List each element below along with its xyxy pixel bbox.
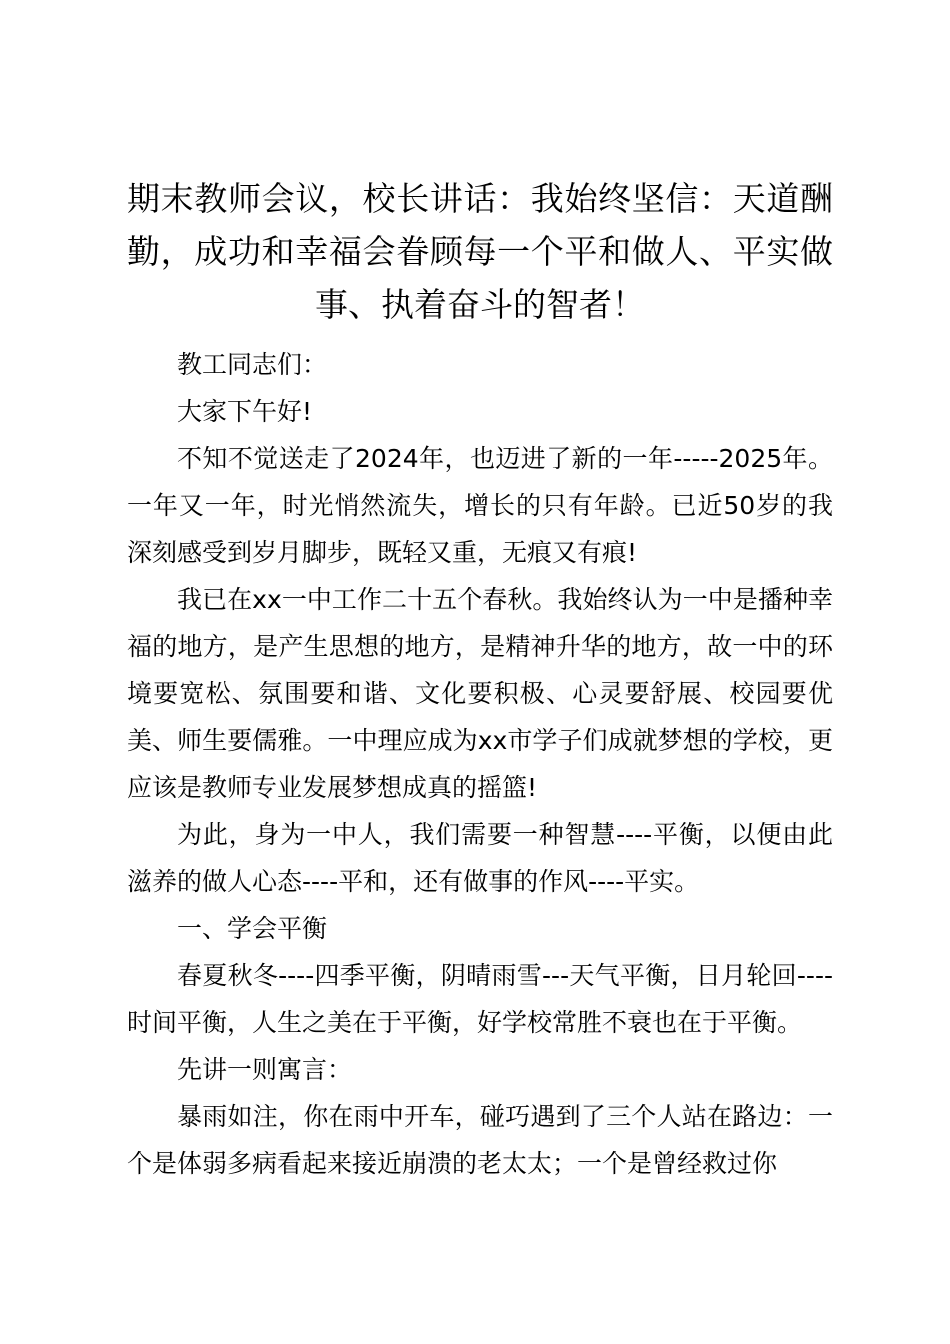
paragraph: 春夏秋冬----四季平衡，阴晴雨雪---天气平衡，日月轮回----时间平衡，人生之美在于平衡，好学校常胜不衰也在于平衡。 bbox=[127, 961, 833, 1037]
paragraph: 先讲一则寓言： bbox=[177, 1055, 353, 1084]
paragraph: 暴雨如注，你在雨中开车，碰巧遇到了三个人站在路边：一个是体弱多病看起来接近崩溃的老太太；一个是曾经救过你 bbox=[127, 1102, 833, 1178]
section-heading: 一、学会平衡 bbox=[177, 914, 328, 943]
document-body bbox=[127, 341, 833, 1187]
paragraph-salutation: 教工同志们： bbox=[177, 350, 328, 379]
paragraph: 我已在xx一中工作二十五个春秋。我始终认为一中是播种幸福的地方，是产生思想的地方，是精神升华的地方，故一中的环境要宽松、氛围要和谐、文化要积极、心灵要舒展、校园要优美、师生要儒雅。一中理应成为xx市学子们成就梦想的学校，更应该是教师专业发展梦想成真的摇篮! bbox=[127, 585, 833, 802]
document-title: 期末教师会议，校长讲话：我始终坚信：天道酬勤，成功和幸福会眷顾每一个平和做人、平实做事、执着奋斗的智者！ bbox=[127, 179, 833, 324]
document-page bbox=[127, 172, 833, 1187]
paragraph: 不知不觉送走了2024年，也迈进了新的一年-----2025年。一年又一年，时光悄然流失，增长的只有年龄。已近50岁的我深刻感受到岁月脚步，既轻又重，无痕又有痕! bbox=[127, 444, 833, 567]
paragraph: 为此，身为一中人，我们需要一种智慧----平衡，以便由此滋养的做人心态----平和，还有做事的作风----平实。 bbox=[127, 820, 833, 896]
paragraph-greeting: 大家下午好! bbox=[177, 397, 313, 426]
